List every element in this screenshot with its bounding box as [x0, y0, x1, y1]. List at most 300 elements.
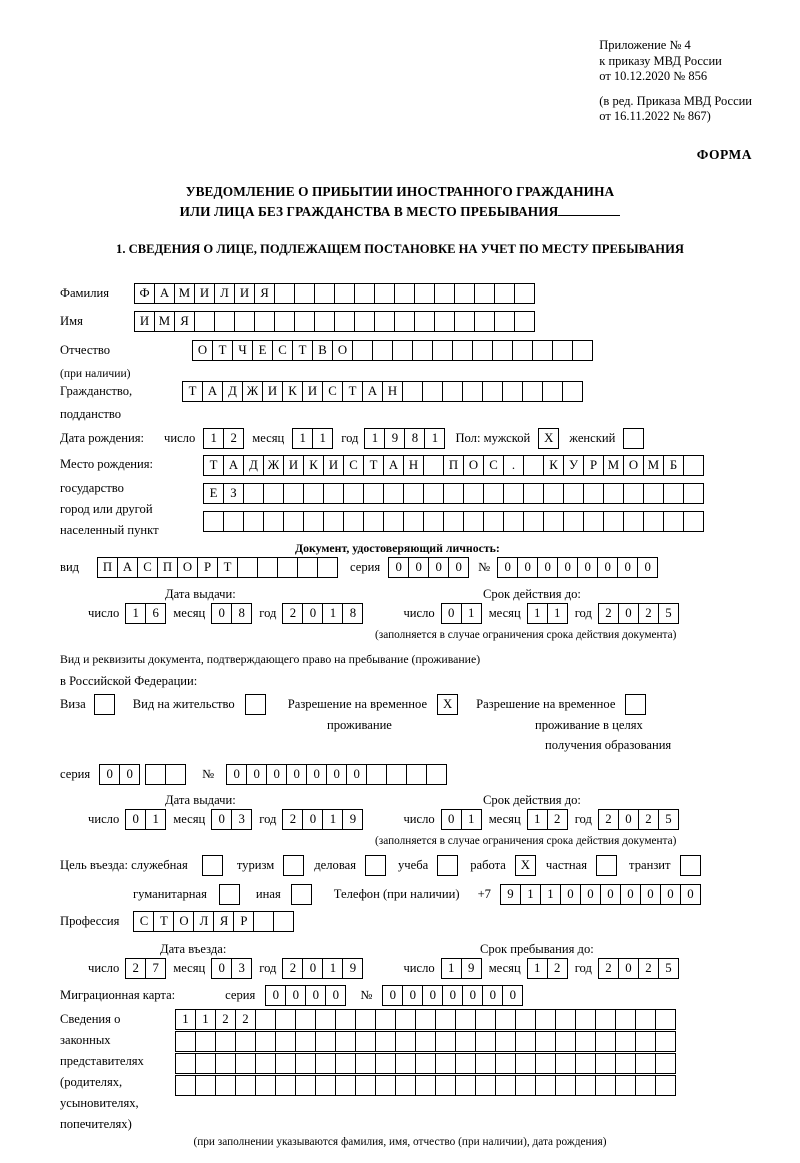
birthplace-3-cell-13[interactable] [463, 511, 484, 532]
permit-number-cell-5[interactable]: 0 [326, 764, 347, 785]
legal-3-cell-15[interactable] [475, 1053, 496, 1074]
birthplace-3-cell-12[interactable] [443, 511, 464, 532]
entry-month-input[interactable] [211, 958, 252, 979]
citizenship-cell-3[interactable]: Ж [242, 381, 263, 402]
edu-residence-checkbox[interactable] [625, 694, 646, 715]
citizenship-cell-2[interactable]: Д [222, 381, 243, 402]
birthplace-3-cell-7[interactable] [343, 511, 364, 532]
legal-2-cell-16[interactable] [495, 1031, 516, 1052]
birthplace-3-cell-6[interactable] [323, 511, 344, 532]
citizenship-cell-10[interactable]: Н [382, 381, 403, 402]
stay-month-cell-1[interactable]: 2 [547, 958, 568, 979]
birthplace-3-cell-19[interactable] [583, 511, 604, 532]
birthplace-2-cell-0[interactable]: Е [203, 483, 224, 504]
legal-1-cell-7[interactable] [315, 1009, 336, 1030]
permit-number-cell-1[interactable]: 0 [246, 764, 267, 785]
sex-female-checkbox[interactable] [623, 428, 644, 449]
birthplace-3-cell-8[interactable] [363, 511, 384, 532]
phone-cell-1[interactable]: 1 [520, 884, 541, 905]
surname-input[interactable] [134, 283, 535, 304]
stay-day-cell-0[interactable]: 1 [441, 958, 462, 979]
birthplace-3-cell-22[interactable] [643, 511, 664, 532]
legal-4-cell-2[interactable] [215, 1075, 236, 1096]
legal-1-cell-21[interactable] [595, 1009, 616, 1030]
name-cell-6[interactable] [254, 311, 275, 332]
stay-month-input[interactable] [527, 958, 568, 979]
permit-valid-year-input[interactable] [598, 809, 679, 830]
birthplace-3-cell-3[interactable] [263, 511, 284, 532]
phone-cell-9[interactable]: 0 [680, 884, 701, 905]
stay-year-cell-3[interactable]: 5 [658, 958, 679, 979]
phone-input[interactable] [500, 884, 701, 905]
legal-3-cell-3[interactable] [235, 1053, 256, 1074]
permit-number-cell-9[interactable] [406, 764, 427, 785]
legal-3-cell-2[interactable] [215, 1053, 236, 1074]
permit-issue-year-input[interactable] [282, 809, 363, 830]
birthplace-1-cell-21[interactable]: О [623, 455, 644, 476]
name-cell-5[interactable] [234, 311, 255, 332]
legal-4-cell-14[interactable] [455, 1075, 476, 1096]
birthplace-1-cell-16[interactable] [523, 455, 544, 476]
legal-1-cell-14[interactable] [455, 1009, 476, 1030]
birthplace-3-cell-11[interactable] [423, 511, 444, 532]
name-cell-9[interactable] [314, 311, 335, 332]
name-cell-17[interactable] [474, 311, 495, 332]
iddoc-valid-year-cell-0[interactable]: 2 [598, 603, 619, 624]
purpose-tourism-checkbox[interactable] [283, 855, 304, 876]
birthplace-3-cell-1[interactable] [223, 511, 244, 532]
birthplace-3-cell-15[interactable] [503, 511, 524, 532]
migration-number-cell-0[interactable]: 0 [382, 985, 403, 1006]
legal-1-cell-24[interactable] [655, 1009, 676, 1030]
legal-3-cell-1[interactable] [195, 1053, 216, 1074]
patronymic-cell-13[interactable] [452, 340, 473, 361]
permit-number-cell-2[interactable]: 0 [266, 764, 287, 785]
citizenship-cell-6[interactable]: И [302, 381, 323, 402]
legal-2-cell-12[interactable] [415, 1031, 436, 1052]
surname-cell-3[interactable]: И [194, 283, 215, 304]
name-cell-19[interactable] [514, 311, 535, 332]
profession-input[interactable] [133, 911, 294, 932]
birthplace-3-cell-21[interactable] [623, 511, 644, 532]
legal-1-cell-9[interactable] [355, 1009, 376, 1030]
permit-series-cell-2[interactable] [145, 764, 166, 785]
legal-4-cell-7[interactable] [315, 1075, 336, 1096]
permit-series-input[interactable] [99, 764, 186, 785]
birthplace-2-cell-15[interactable] [503, 483, 524, 504]
legal-1-cell-1[interactable]: 1 [195, 1009, 216, 1030]
legal-1-cell-8[interactable] [335, 1009, 356, 1030]
permit-number-cell-8[interactable] [386, 764, 407, 785]
permit-valid-year-cell-2[interactable]: 2 [638, 809, 659, 830]
iddoc-number-cell-5[interactable]: 0 [597, 557, 618, 578]
legal-4-cell-24[interactable] [655, 1075, 676, 1096]
sex-male-checkbox[interactable]: X [538, 428, 559, 449]
legal-4-cell-17[interactable] [515, 1075, 536, 1096]
legal-2-cell-9[interactable] [355, 1031, 376, 1052]
birthplace-1-cell-6[interactable]: И [323, 455, 344, 476]
legal-2-cell-15[interactable] [475, 1031, 496, 1052]
visa-checkbox[interactable] [94, 694, 115, 715]
stay-month-cell-0[interactable]: 1 [527, 958, 548, 979]
phone-cell-6[interactable]: 0 [620, 884, 641, 905]
birthplace-3-cell-5[interactable] [303, 511, 324, 532]
birthplace-2-cell-22[interactable] [643, 483, 664, 504]
legal-4-cell-18[interactable] [535, 1075, 556, 1096]
iddoc-valid-year-input[interactable] [598, 603, 679, 624]
name-cell-13[interactable] [394, 311, 415, 332]
legal-1-cell-4[interactable] [255, 1009, 276, 1030]
permit-issue-year-cell-3[interactable]: 9 [342, 809, 363, 830]
legal-1-cell-19[interactable] [555, 1009, 576, 1030]
birthplace-1-cell-0[interactable]: Т [203, 455, 224, 476]
iddoc-issue-day-cell-0[interactable]: 1 [125, 603, 146, 624]
legal-4-cell-8[interactable] [335, 1075, 356, 1096]
birthplace-2-cell-12[interactable] [443, 483, 464, 504]
citizenship-cell-19[interactable] [562, 381, 583, 402]
purpose-private-checkbox[interactable] [596, 855, 617, 876]
legal-3-cell-22[interactable] [615, 1053, 636, 1074]
permit-issue-month-cell-0[interactable]: 0 [211, 809, 232, 830]
entry-day-cell-0[interactable]: 2 [125, 958, 146, 979]
stay-year-cell-1[interactable]: 0 [618, 958, 639, 979]
permit-valid-month-input[interactable] [527, 809, 568, 830]
legal-4-cell-3[interactable] [235, 1075, 256, 1096]
surname-cell-19[interactable] [514, 283, 535, 304]
surname-cell-9[interactable] [314, 283, 335, 304]
birthplace-2-cell-16[interactable] [523, 483, 544, 504]
legal-2-cell-23[interactable] [635, 1031, 656, 1052]
legal-3-cell-8[interactable] [335, 1053, 356, 1074]
migration-number-cell-6[interactable]: 0 [502, 985, 523, 1006]
citizenship-cell-8[interactable]: Т [342, 381, 363, 402]
patronymic-cell-9[interactable] [372, 340, 393, 361]
iddoc-valid-day-cell-0[interactable]: 0 [441, 603, 462, 624]
profession-cell-4[interactable]: Я [213, 911, 234, 932]
migration-series-input[interactable] [265, 985, 346, 1006]
legal-line-2-input[interactable] [175, 1031, 676, 1052]
patronymic-cell-19[interactable] [572, 340, 593, 361]
surname-cell-6[interactable]: Я [254, 283, 275, 304]
birthplace-line-3-input[interactable] [203, 511, 704, 532]
iddoc-number-cell-3[interactable]: 0 [557, 557, 578, 578]
birthplace-3-cell-2[interactable] [243, 511, 264, 532]
birthplace-2-cell-19[interactable] [583, 483, 604, 504]
legal-2-cell-13[interactable] [435, 1031, 456, 1052]
name-cell-16[interactable] [454, 311, 475, 332]
surname-cell-7[interactable] [274, 283, 295, 304]
stay-year-cell-0[interactable]: 2 [598, 958, 619, 979]
purpose-humanitarian-checkbox[interactable] [219, 884, 240, 905]
birth-month-cell-0[interactable]: 1 [292, 428, 313, 449]
legal-2-cell-21[interactable] [595, 1031, 616, 1052]
legal-4-cell-16[interactable] [495, 1075, 516, 1096]
migration-number-cell-5[interactable]: 0 [482, 985, 503, 1006]
iddoc-number-cell-1[interactable]: 0 [517, 557, 538, 578]
legal-3-cell-16[interactable] [495, 1053, 516, 1074]
phone-cell-4[interactable]: 0 [580, 884, 601, 905]
legal-2-cell-20[interactable] [575, 1031, 596, 1052]
birth-year-cell-1[interactable]: 9 [384, 428, 405, 449]
legal-2-cell-2[interactable] [215, 1031, 236, 1052]
phone-cell-5[interactable]: 0 [600, 884, 621, 905]
birthplace-2-cell-11[interactable] [423, 483, 444, 504]
iddoc-kind-cell-9[interactable] [277, 557, 298, 578]
birthplace-2-cell-8[interactable] [363, 483, 384, 504]
citizenship-cell-14[interactable] [462, 381, 483, 402]
migration-number-input[interactable] [382, 985, 523, 1006]
citizenship-cell-0[interactable]: Т [182, 381, 203, 402]
birthplace-2-cell-3[interactable] [263, 483, 284, 504]
permit-issue-day-input[interactable] [125, 809, 166, 830]
birthplace-1-cell-1[interactable]: А [223, 455, 244, 476]
iddoc-valid-year-cell-1[interactable]: 0 [618, 603, 639, 624]
legal-2-cell-0[interactable] [175, 1031, 196, 1052]
legal-4-cell-0[interactable] [175, 1075, 196, 1096]
iddoc-issue-year-cell-0[interactable]: 2 [282, 603, 303, 624]
legal-4-cell-21[interactable] [595, 1075, 616, 1096]
legal-2-cell-7[interactable] [315, 1031, 336, 1052]
birthplace-1-cell-15[interactable]: . [503, 455, 524, 476]
patronymic-cell-12[interactable] [432, 340, 453, 361]
iddoc-valid-month-cell-0[interactable]: 1 [527, 603, 548, 624]
legal-2-cell-8[interactable] [335, 1031, 356, 1052]
patronymic-cell-2[interactable]: Ч [232, 340, 253, 361]
purpose-official-checkbox[interactable] [202, 855, 223, 876]
patronymic-cell-8[interactable] [352, 340, 373, 361]
iddoc-valid-year-cell-3[interactable]: 5 [658, 603, 679, 624]
citizenship-cell-15[interactable] [482, 381, 503, 402]
phone-cell-3[interactable]: 0 [560, 884, 581, 905]
birth-day-cell-0[interactable]: 1 [203, 428, 224, 449]
permit-valid-year-cell-0[interactable]: 2 [598, 809, 619, 830]
legal-1-cell-2[interactable]: 2 [215, 1009, 236, 1030]
legal-2-cell-17[interactable] [515, 1031, 536, 1052]
iddoc-kind-cell-3[interactable]: П [157, 557, 178, 578]
iddoc-number-cell-2[interactable]: 0 [537, 557, 558, 578]
legal-4-cell-11[interactable] [395, 1075, 416, 1096]
legal-4-cell-4[interactable] [255, 1075, 276, 1096]
birthplace-1-cell-4[interactable]: И [283, 455, 304, 476]
stay-day-cell-1[interactable]: 9 [461, 958, 482, 979]
name-cell-10[interactable] [334, 311, 355, 332]
birth-year-input[interactable] [364, 428, 445, 449]
birthplace-3-cell-23[interactable] [663, 511, 684, 532]
birthplace-2-cell-18[interactable] [563, 483, 584, 504]
birthplace-3-cell-18[interactable] [563, 511, 584, 532]
citizenship-cell-16[interactable] [502, 381, 523, 402]
phone-cell-7[interactable]: 0 [640, 884, 661, 905]
migration-series-cell-3[interactable]: 0 [325, 985, 346, 1006]
birthplace-1-cell-23[interactable]: Б [663, 455, 684, 476]
migration-number-cell-3[interactable]: 0 [442, 985, 463, 1006]
citizenship-cell-17[interactable] [522, 381, 543, 402]
stay-year-cell-2[interactable]: 2 [638, 958, 659, 979]
legal-4-cell-9[interactable] [355, 1075, 376, 1096]
legal-1-cell-15[interactable] [475, 1009, 496, 1030]
legal-3-cell-18[interactable] [535, 1053, 556, 1074]
residence-permit-checkbox[interactable] [245, 694, 266, 715]
patronymic-cell-18[interactable] [552, 340, 573, 361]
birthplace-1-cell-11[interactable] [423, 455, 444, 476]
profession-cell-6[interactable] [253, 911, 274, 932]
birthplace-1-cell-13[interactable]: О [463, 455, 484, 476]
iddoc-kind-cell-10[interactable] [297, 557, 318, 578]
legal-3-cell-11[interactable] [395, 1053, 416, 1074]
legal-2-cell-18[interactable] [535, 1031, 556, 1052]
entry-year-input[interactable] [282, 958, 363, 979]
permit-series-cell-1[interactable]: 0 [119, 764, 140, 785]
stay-day-input[interactable] [441, 958, 482, 979]
permit-issue-year-cell-1[interactable]: 0 [302, 809, 323, 830]
name-cell-15[interactable] [434, 311, 455, 332]
surname-cell-5[interactable]: И [234, 283, 255, 304]
temp-residence-checkbox[interactable]: X [437, 694, 458, 715]
legal-3-cell-12[interactable] [415, 1053, 436, 1074]
iddoc-kind-cell-11[interactable] [317, 557, 338, 578]
birthplace-2-cell-7[interactable] [343, 483, 364, 504]
legal-1-cell-6[interactable] [295, 1009, 316, 1030]
birth-year-cell-0[interactable]: 1 [364, 428, 385, 449]
profession-cell-3[interactable]: Л [193, 911, 214, 932]
purpose-work-checkbox[interactable]: X [515, 855, 536, 876]
birthplace-2-cell-21[interactable] [623, 483, 644, 504]
iddoc-number-cell-0[interactable]: 0 [497, 557, 518, 578]
iddoc-series-cell-2[interactable]: 0 [428, 557, 449, 578]
iddoc-kind-cell-6[interactable]: Т [217, 557, 238, 578]
stay-year-input[interactable] [598, 958, 679, 979]
migration-number-cell-4[interactable]: 0 [462, 985, 483, 1006]
birthplace-1-cell-5[interactable]: К [303, 455, 324, 476]
legal-1-cell-12[interactable] [415, 1009, 436, 1030]
entry-month-cell-0[interactable]: 0 [211, 958, 232, 979]
name-cell-14[interactable] [414, 311, 435, 332]
birthplace-1-cell-9[interactable]: А [383, 455, 404, 476]
permit-valid-year-cell-1[interactable]: 0 [618, 809, 639, 830]
citizenship-cell-1[interactable]: А [202, 381, 223, 402]
iddoc-issue-year-cell-2[interactable]: 1 [322, 603, 343, 624]
permit-valid-month-cell-0[interactable]: 1 [527, 809, 548, 830]
birthplace-1-cell-7[interactable]: С [343, 455, 364, 476]
iddoc-kind-cell-5[interactable]: Р [197, 557, 218, 578]
permit-number-cell-4[interactable]: 0 [306, 764, 327, 785]
birth-month-cell-1[interactable]: 1 [312, 428, 333, 449]
permit-valid-year-cell-3[interactable]: 5 [658, 809, 679, 830]
legal-line-1-input[interactable] [175, 1009, 676, 1030]
iddoc-issue-year-input[interactable] [282, 603, 363, 624]
legal-3-cell-9[interactable] [355, 1053, 376, 1074]
permit-issue-month-cell-1[interactable]: 3 [231, 809, 252, 830]
entry-year-cell-3[interactable]: 9 [342, 958, 363, 979]
birthplace-line-1-input[interactable] [203, 455, 704, 476]
citizenship-cell-13[interactable] [442, 381, 463, 402]
legal-4-cell-1[interactable] [195, 1075, 216, 1096]
migration-series-cell-0[interactable]: 0 [265, 985, 286, 1006]
patronymic-cell-3[interactable]: Е [252, 340, 273, 361]
birthplace-2-cell-17[interactable] [543, 483, 564, 504]
patronymic-cell-11[interactable] [412, 340, 433, 361]
iddoc-valid-day-input[interactable] [441, 603, 482, 624]
patronymic-cell-16[interactable] [512, 340, 533, 361]
iddoc-issue-year-cell-1[interactable]: 0 [302, 603, 323, 624]
legal-3-cell-20[interactable] [575, 1053, 596, 1074]
iddoc-issue-month-input[interactable] [211, 603, 252, 624]
patronymic-cell-14[interactable] [472, 340, 493, 361]
citizenship-cell-12[interactable] [422, 381, 443, 402]
name-cell-4[interactable] [214, 311, 235, 332]
iddoc-kind-cell-0[interactable]: П [97, 557, 118, 578]
permit-valid-month-cell-1[interactable]: 2 [547, 809, 568, 830]
surname-cell-0[interactable]: Ф [134, 283, 155, 304]
iddoc-kind-cell-8[interactable] [257, 557, 278, 578]
legal-1-cell-17[interactable] [515, 1009, 536, 1030]
permit-number-cell-10[interactable] [426, 764, 447, 785]
profession-cell-2[interactable]: О [173, 911, 194, 932]
iddoc-issue-day-cell-1[interactable]: 6 [145, 603, 166, 624]
surname-cell-13[interactable] [394, 283, 415, 304]
patronymic-cell-4[interactable]: С [272, 340, 293, 361]
legal-3-cell-21[interactable] [595, 1053, 616, 1074]
profession-cell-1[interactable]: Т [153, 911, 174, 932]
legal-4-cell-23[interactable] [635, 1075, 656, 1096]
patronymic-cell-15[interactable] [492, 340, 513, 361]
iddoc-kind-cell-7[interactable] [237, 557, 258, 578]
birthplace-2-cell-23[interactable] [663, 483, 684, 504]
entry-year-cell-2[interactable]: 1 [322, 958, 343, 979]
legal-4-cell-13[interactable] [435, 1075, 456, 1096]
patronymic-cell-10[interactable] [392, 340, 413, 361]
purpose-other-checkbox[interactable] [291, 884, 312, 905]
permit-issue-day-cell-0[interactable]: 0 [125, 809, 146, 830]
permit-series-cell-0[interactable]: 0 [99, 764, 120, 785]
legal-2-cell-6[interactable] [295, 1031, 316, 1052]
surname-cell-18[interactable] [494, 283, 515, 304]
birthplace-2-cell-14[interactable] [483, 483, 504, 504]
birthplace-2-cell-13[interactable] [463, 483, 484, 504]
legal-1-cell-5[interactable] [275, 1009, 296, 1030]
patronymic-cell-17[interactable] [532, 340, 553, 361]
permit-number-input[interactable] [226, 764, 447, 785]
legal-3-cell-24[interactable] [655, 1053, 676, 1074]
birthplace-1-cell-24[interactable] [683, 455, 704, 476]
iddoc-valid-day-cell-1[interactable]: 1 [461, 603, 482, 624]
migration-series-cell-2[interactable]: 0 [305, 985, 326, 1006]
birthplace-2-cell-2[interactable] [243, 483, 264, 504]
surname-cell-1[interactable]: А [154, 283, 175, 304]
birthplace-2-cell-10[interactable] [403, 483, 424, 504]
permit-number-cell-3[interactable]: 0 [286, 764, 307, 785]
legal-1-cell-3[interactable]: 2 [235, 1009, 256, 1030]
profession-cell-7[interactable] [273, 911, 294, 932]
iddoc-series-cell-1[interactable]: 0 [408, 557, 429, 578]
legal-1-cell-13[interactable] [435, 1009, 456, 1030]
legal-3-cell-17[interactable] [515, 1053, 536, 1074]
permit-valid-day-input[interactable] [441, 809, 482, 830]
citizenship-cell-11[interactable] [402, 381, 423, 402]
name-cell-11[interactable] [354, 311, 375, 332]
birthplace-1-cell-2[interactable]: Д [243, 455, 264, 476]
entry-year-cell-0[interactable]: 2 [282, 958, 303, 979]
legal-1-cell-18[interactable] [535, 1009, 556, 1030]
legal-1-cell-20[interactable] [575, 1009, 596, 1030]
birthplace-3-cell-24[interactable] [683, 511, 704, 532]
patronymic-cell-7[interactable]: О [332, 340, 353, 361]
name-cell-12[interactable] [374, 311, 395, 332]
birthplace-1-cell-12[interactable]: П [443, 455, 464, 476]
surname-cell-16[interactable] [454, 283, 475, 304]
phone-cell-2[interactable]: 1 [540, 884, 561, 905]
permit-valid-day-cell-0[interactable]: 0 [441, 809, 462, 830]
